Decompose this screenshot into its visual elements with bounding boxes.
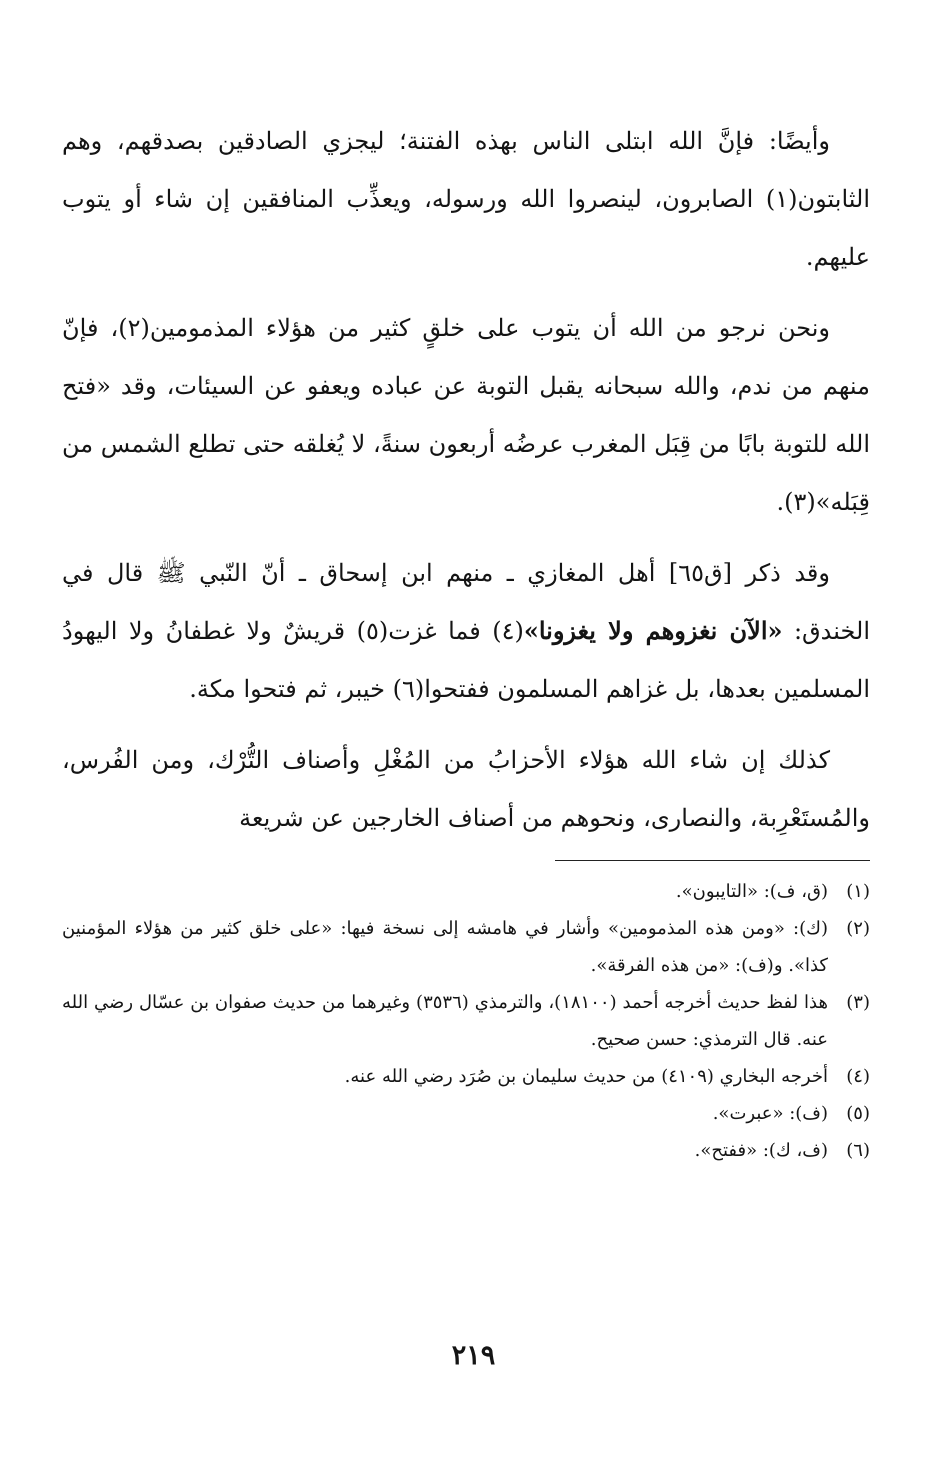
footnote-6 xyxy=(62,1132,870,1169)
footnote-text: (ك): «ومن هذه المذمومين» وأشار في هامشه إلى نسخة فيها: «على خلق كثير من هؤلاء المؤمنين كذا». و(ف): «من هذه الفرقة». xyxy=(62,918,828,976)
footnote-text: (ق، ف): «التايبون». xyxy=(675,881,828,902)
page-number: ٢١٩ xyxy=(451,1340,496,1371)
footnote-separator xyxy=(555,860,870,861)
footnote-text: (ف، ك): «ففتح». xyxy=(694,1140,828,1161)
footnote-number: (١) xyxy=(846,881,870,902)
footnotes xyxy=(62,873,870,1169)
paragraph-3-lead: وقد ذكر [ق٦٥] أهل المغازي ـ منهم ابن إسحاق ـ أنّ النّبي ﷺ قال في الخندق: xyxy=(62,559,870,645)
footnote-number: (٣) xyxy=(846,992,870,1013)
footnote-number: (٥) xyxy=(846,1103,870,1124)
footnote-text: أخرجه البخاري (٤١٠٩) من حديث سليمان بن صُرَد رضي الله عنه. xyxy=(344,1066,828,1087)
footnote-text: (ف): «عبرت». xyxy=(712,1103,828,1124)
footnote-1 xyxy=(62,873,870,910)
footnote-number: (٢) xyxy=(846,918,870,939)
paragraph-2: ونحن نرجو من الله أن يتوب على خلقٍ كثير من هؤلاء المذمومين(٢)، فإنّ منهم من ندم، والله سبحانه يقبل التوبة عن عباده ويعفو عن السيئات، وقد «فتح الله للتوبة بابًا من قِبَل المغرب عرضُه أربعون سنةً، لا يُغلقه حتى تطلع الشمس من قِبَله»(٣). xyxy=(62,314,870,516)
paragraph-3-rest: (٤) فما غزت(٥) قريشٌ ولا غطفانُ ولا اليهودُ المسلمين بعدها، بل غزاهم المسلمون ففتحوا(٦) خيبر، ثم فتحوا مكة. xyxy=(62,617,870,703)
footnote-2 xyxy=(62,910,870,984)
page-body xyxy=(62,112,870,1169)
paragraph-1: وأيضًا: فإنَّ الله ابتلى الناس بهذه الفتنة؛ ليجزي الصادقين بصدقهم، وهم الثابتون(١) الصابرون، لينصروا الله ورسوله، ويعذِّب المنافقين إن شاء أو يتوب عليهم. xyxy=(62,127,870,271)
hadith-quote: «الآن نغزوهم ولا يغزونا» xyxy=(523,616,783,645)
footnote-3 xyxy=(62,984,870,1058)
footnote-text: هذا لفظ حديث أخرجه أحمد (١٨١٠٠)، والترمذي (٣٥٣٦) وغيرهما من حديث صفوان بن عسّال رضي الله عنه. قال الترمذي: حسن صحيح. xyxy=(62,992,828,1050)
footnote-5 xyxy=(62,1095,870,1132)
paragraph-3 xyxy=(62,544,870,718)
paragraph-4: كذلك إن شاء الله هؤلاء الأحزابُ من المُغْلِ وأصناف التُّرْك، ومن الفُرس، والمُستَعْرِبة، والنصارى، ونحوهم من أصناف الخارجين عن شريعة xyxy=(62,746,870,832)
footnote-4 xyxy=(62,1058,870,1095)
footnote-number: (٤) xyxy=(846,1066,870,1087)
footnote-number: (٦) xyxy=(846,1140,870,1161)
